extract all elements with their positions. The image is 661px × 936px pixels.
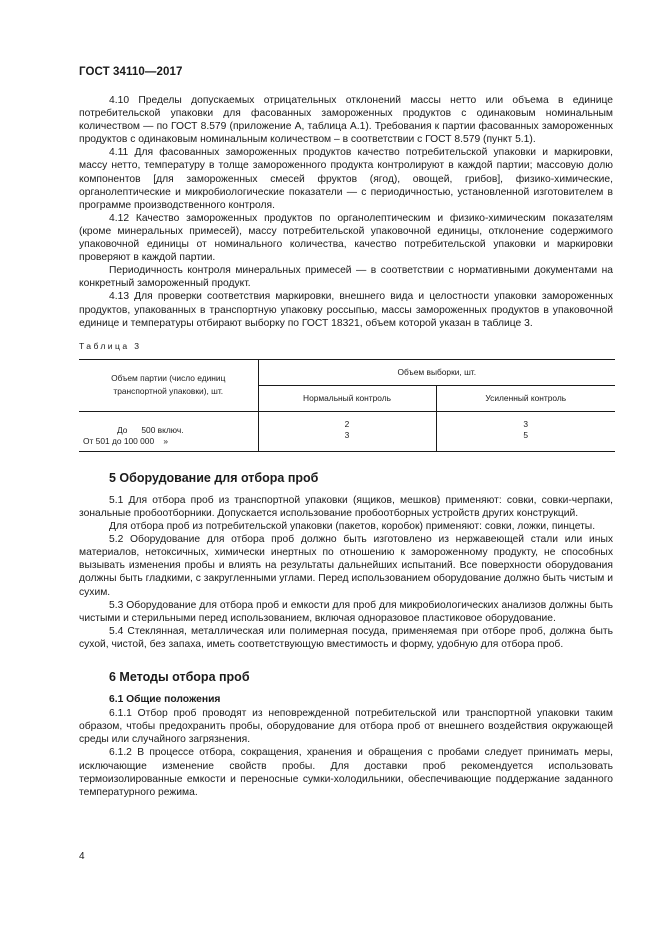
section-6-title: 6 Методы отбора проб — [109, 670, 250, 684]
table-3 — [79, 359, 615, 452]
document-header: ГОСТ 34110—2017 — [79, 66, 183, 78]
col-header-strict-control: Усиленный контроль — [436, 385, 615, 411]
paragraph-5-1: 5.1 Для отбора проб из транспортной упаковки (ящиков, мешков) применяют: совки, совки-черпаки, зональные пробоотборники. Допускается использование пробоотборных устройств других конструкций. — [79, 494, 613, 519]
document-body — [79, 94, 613, 799]
normal-value-row-1: 2 — [344, 419, 350, 430]
paragraph-4-10: 4.10 Пределы допускаемых отрицательных отклонений массы нетто или объема в единице потребительской упаковки для фасованных замороженных продуктов с одинаковым номинальным количеством — по ГОСТ 8.579 (приложение А, таблица А.1). Требования к партии фасованных замороженных продуктов с одинаковым номинальным количеством – в соответствии с ГОСТ 8.579 (пункт 5.1). — [79, 95, 613, 146]
lot-size-row-2: От 501 до 100 000 » — [83, 435, 169, 446]
subsection-6-1-title: 6.1 Общие положения — [109, 694, 221, 706]
paragraph-5-4: 5.4 Стеклянная, металлическая или полимерная посуда, применяемая при отборе проб, должна быть сухой, чистой, без запаха, иметь соответствующую вместимость и форму, удобную для отбора проб. — [79, 625, 613, 650]
lot-size-cell — [79, 411, 258, 451]
normal-value-row-2: 3 — [344, 430, 350, 441]
section-5-title: 5 Оборудование для отбора проб — [109, 470, 319, 485]
paragraph-4-11: 4.11 Для фасованных замороженных продуктов качество потребительской упаковки и маркировки, массу нетто, температуру в толще замороженного продукта контролируют в каждой партии; массовую долю компонентов [для замороженных смесей фруктов (ягод), овощей, грибов], физико-химические, органолептические и микробиологические показатели — с периодичностью, установленной изготовителем в программе производственного контроля. — [79, 147, 613, 211]
paragraph-6-1-2: 6.1.2 В процессе отбора, сокращения, хранения и обращения с пробами следует принимать меры, исключающие изменение свойств пробы. Для доставки проб рекомендуется использовать термоизолированные емкости и переносные сумки-холодильники, обеспечивающие поддержание заданного температурного режима. — [79, 747, 613, 798]
strict-value-row-1: 3 — [523, 419, 529, 430]
lot-size-row-1: До 500 включ. — [117, 424, 184, 435]
table-caption: Таблица 3 — [79, 340, 142, 351]
paragraph-6-1-1: 6.1.1 Отбор проб проводят из неповрежденной потребительской или транспортной упаковки таким образом, чтобы предохранить пробы, оборудование для отбора проб от внешнего воздействия окружающей среды или случайного загрязнения. — [79, 708, 613, 746]
group-header-sample-size: Объем выборки, шт. — [258, 359, 615, 385]
strict-value-row-2: 5 — [523, 430, 529, 441]
paragraph-4-13: 4.13 Для проверки соответствия маркировки, внешнего вида и целостности упаковки замороженных продуктов, упакованных в транспортную упаковку россыпью, массы замороженных продуктов в упаковочной единице и температуры отбирают выборку по ГОСТ 18321, объем которой указан в таблице 3. — [79, 291, 613, 329]
paragraph-4-12: 4.12 Качество замороженных продуктов по органолептическим и физико-химическим показателям (кроме минеральных примесей), массу потребительской упаковочной единицы, отклонение содержимого упаковочной единицы от номинального количества, качество потребительской упаковки и маркировки проверяют в каждой партии. — [79, 212, 613, 264]
col-header-lot-size: Объем партии (число единиц транспортной упаковки), шт. — [79, 359, 258, 411]
paragraph-4-12-periodicity: Периодичность контроля минеральных примесей — в соответствии с нормативными документами на конкретный замороженный продукт. — [79, 265, 613, 290]
col-header-normal-control: Нормальный контроль — [258, 385, 436, 411]
paragraph-5-1-consumer: Для отбора проб из потребительской упаковки (пакетов, коробок) применяют: совки, ложки, пинцеты. — [109, 521, 596, 533]
page-number: 4 — [79, 851, 85, 862]
paragraph-5-2: 5.2 Оборудование для отбора проб должно быть изготовлено из нержавеющей стали или иных материалов, нетоксичных, химически инертных по отношению к замороженному продукту, не способных вызывать изменения пробы и влиять на результаты дальнейших испытаний. Все поверхности оборудования должны быть гладкими, с закругленными углами. Перед использованием оборудование должно быть чистым и сухим. — [79, 534, 613, 598]
paragraph-5-3: 5.3 Оборудование для отбора проб и емкости для проб для микробиологических анализов должны быть чистыми и стерильными перед использованием, включая одноразовое пластиковое оборудование. — [79, 599, 613, 624]
normal-control-cell — [258, 411, 436, 451]
strict-control-cell — [436, 411, 615, 451]
